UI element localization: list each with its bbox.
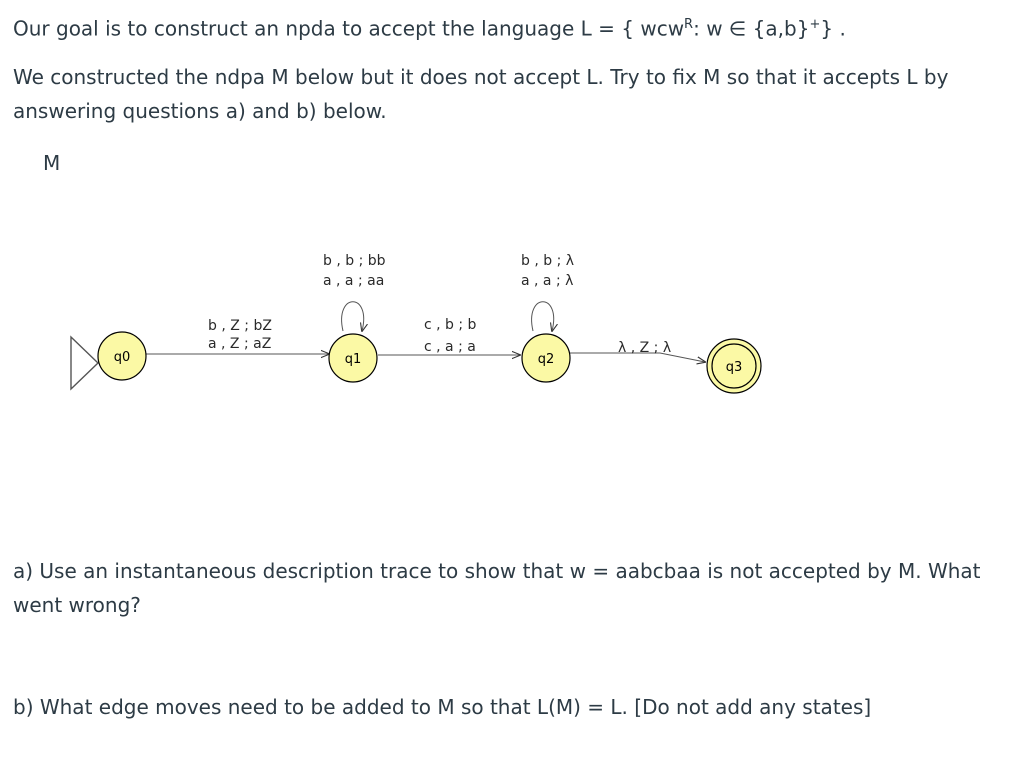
intro-paragraph: We constructed the ndpa M below but it does not accept L. Try to fix M so that it accepts L by answering questions a) and b) below. xyxy=(13,65,949,123)
state-label-q3: q3 xyxy=(725,360,743,375)
goal-text-1: Our goal is to construct an npda to accept the language L = { wcw xyxy=(13,16,685,41)
goal-superscript-r: R xyxy=(684,17,694,32)
goal-superscript-plus: + xyxy=(809,17,821,32)
edge-label-q2-loop-1: b , b ; λ xyxy=(521,253,575,269)
state-label-q1: q1 xyxy=(344,352,362,367)
goal-text-2: : w ∈ {a,b} xyxy=(693,16,810,41)
state-label-q2: q2 xyxy=(537,352,555,367)
goal-text-3: } . xyxy=(820,16,846,41)
edge-label-q2-q3: λ , Z ; λ xyxy=(618,340,672,356)
edge-label-q2-loop-2: a , a ; λ xyxy=(521,273,574,289)
question-b: b) What edge moves need to be added to M so that L(M) = L. [Do not add any states] xyxy=(13,695,872,719)
edge-q2-loop xyxy=(532,302,554,331)
state-q1 xyxy=(329,334,377,382)
edge-label-q1-loop-1: b , b ; bb xyxy=(323,253,386,269)
state-q0 xyxy=(98,332,146,380)
edge-label-q0-q1-2: a , Z ; aZ xyxy=(208,336,272,352)
machine-name: M xyxy=(43,151,61,175)
initial-state-arrow-icon xyxy=(71,337,98,389)
edge-label-q1-q2-1: c , b ; b xyxy=(424,317,477,333)
state-label-q0: q0 xyxy=(113,350,131,365)
edge-label-q0-q1-1: b , Z ; bZ xyxy=(208,318,272,334)
state-q3 xyxy=(707,339,761,393)
edge-q1-loop xyxy=(342,302,364,331)
question-a: a) Use an instantaneous description trace to show that w = aabcbaa is not accepted by M. What went wrong? xyxy=(13,559,981,617)
edge-label-q1-q2-2: c , a ; a xyxy=(424,339,476,355)
state-q2 xyxy=(522,334,570,382)
edge-label-q1-loop-2: a , a ; aa xyxy=(323,273,385,289)
